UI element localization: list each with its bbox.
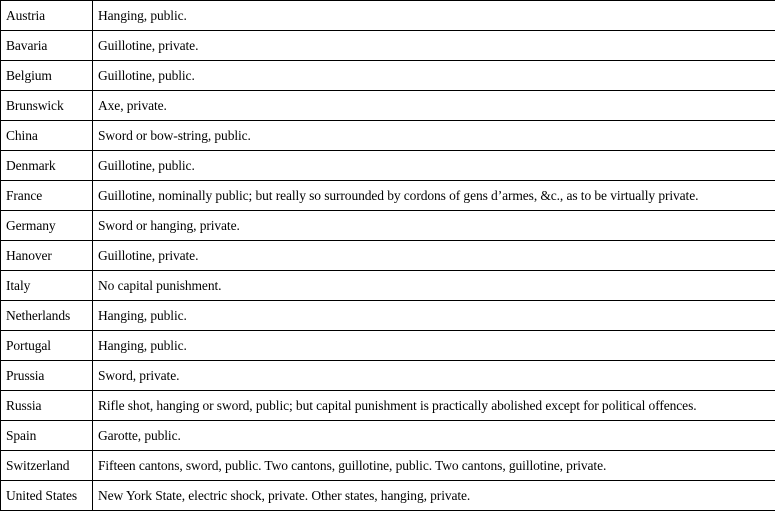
country-cell: Austria (1, 1, 93, 31)
table-row (1, 301, 775, 331)
country-cell: Switzerland (1, 451, 93, 481)
country-cell: Brunswick (1, 91, 93, 121)
country-cell: Bavaria (1, 31, 93, 61)
method-cell: Rifle shot, hanging or sword, public; but capital punishment is practically abolished except for political offences. (93, 391, 775, 421)
method-cell: Sword or hanging, private. (93, 211, 775, 241)
table-row (1, 31, 775, 61)
table-row (1, 421, 775, 451)
method-cell: New York State, electric shock, private. Other states, hanging, private. (93, 481, 775, 511)
method-cell: Guillotine, private. (93, 31, 775, 61)
method-cell: Guillotine, private. (93, 241, 775, 271)
country-cell: Spain (1, 421, 93, 451)
table-row (1, 271, 775, 301)
table-row (1, 361, 775, 391)
method-cell: Fifteen cantons, sword, public. Two cantons, guillotine, public. Two cantons, guillotine, private. (93, 451, 775, 481)
method-cell: Hanging, public. (93, 1, 775, 31)
table-row (1, 91, 775, 121)
method-cell: Guillotine, nominally public; but really so surrounded by cordons of gens d’armes, &c., as to be virtually private. (93, 181, 775, 211)
method-cell: No capital punishment. (93, 271, 775, 301)
method-cell: Guillotine, public. (93, 61, 775, 91)
table-row (1, 331, 775, 361)
country-cell: Prussia (1, 361, 93, 391)
table-row (1, 61, 775, 91)
table-body (1, 1, 775, 511)
country-cell: Italy (1, 271, 93, 301)
table-row (1, 151, 775, 181)
method-cell: Sword or bow-string, public. (93, 121, 775, 151)
country-cell: Hanover (1, 241, 93, 271)
country-cell: France (1, 181, 93, 211)
country-cell: United States (1, 481, 93, 511)
country-cell: China (1, 121, 93, 151)
method-cell: Hanging, public. (93, 301, 775, 331)
table-row (1, 391, 775, 421)
method-cell: Guillotine, public. (93, 151, 775, 181)
table-row (1, 121, 775, 151)
table-row (1, 1, 775, 31)
table-row (1, 481, 775, 511)
table-row (1, 181, 775, 211)
table-row (1, 241, 775, 271)
country-cell: Belgium (1, 61, 93, 91)
country-cell: Netherlands (1, 301, 93, 331)
country-cell: Portugal (1, 331, 93, 361)
country-cell: Germany (1, 211, 93, 241)
method-cell: Hanging, public. (93, 331, 775, 361)
method-cell: Garotte, public. (93, 421, 775, 451)
table-row (1, 451, 775, 481)
method-cell: Sword, private. (93, 361, 775, 391)
country-cell: Denmark (1, 151, 93, 181)
country-cell: Russia (1, 391, 93, 421)
table-row (1, 211, 775, 241)
method-cell: Axe, private. (93, 91, 775, 121)
